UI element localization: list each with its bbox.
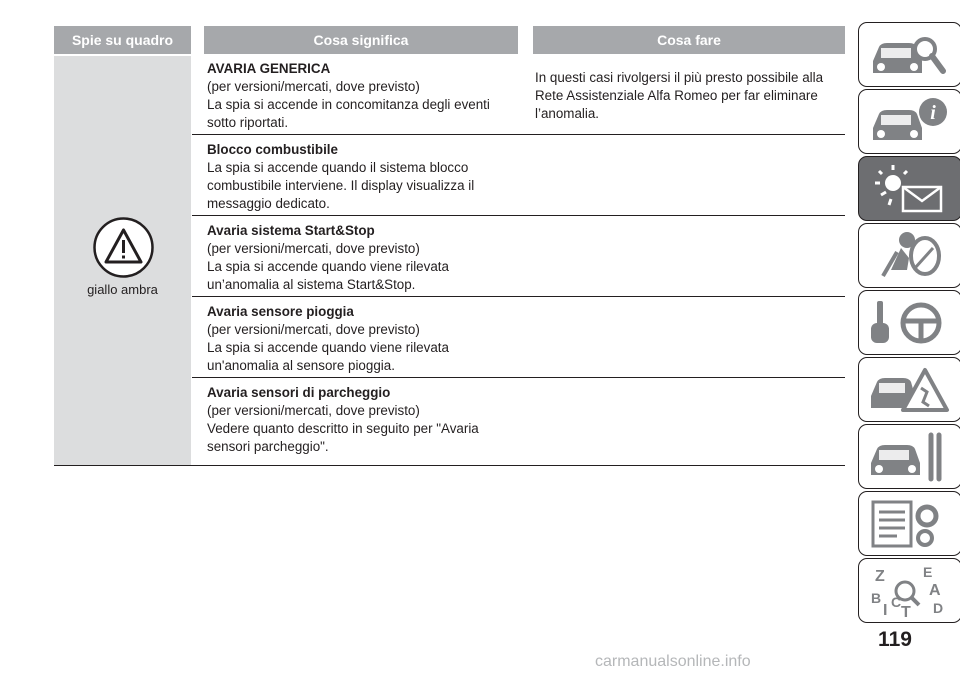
table-row — [207, 303, 523, 375]
row-text: messaggio dedicato. — [207, 196, 330, 211]
row-title: Avaria sensore pioggia — [207, 304, 354, 319]
tab-technical-data[interactable] — [858, 491, 960, 556]
airbag-seat-icon — [867, 228, 951, 284]
tab-maintenance[interactable] — [858, 424, 960, 489]
header-meaning: Cosa significa — [204, 26, 518, 54]
warning-triangle-icon — [93, 217, 154, 278]
svg-text:T: T — [901, 604, 911, 619]
row-text: sensori parcheggio". — [207, 439, 329, 454]
row-text: sotto riportati. — [207, 115, 289, 130]
row-text: La spia si accende quando il sistema blocco — [207, 160, 469, 175]
car-accident-warning-icon — [867, 362, 951, 418]
svg-text:C: C — [891, 594, 902, 610]
page-number: 119 — [878, 628, 912, 651]
tab-warning-lights[interactable] — [858, 156, 960, 221]
index-alphabet-icon — [867, 563, 951, 619]
svg-text:D: D — [933, 600, 944, 616]
svg-text:A: A — [929, 582, 941, 599]
row-divider — [192, 296, 845, 297]
table-bottom-rule — [54, 465, 845, 466]
row-title: Avaria sistema Start&Stop — [207, 223, 375, 238]
tab-emergency[interactable] — [858, 357, 960, 422]
row-text: La spia si accende in concomitanza degli eventi — [207, 97, 490, 112]
row-title: Blocco combustibile — [207, 142, 338, 157]
action-line: In questi casi rivolgersi il più presto possibile alla — [535, 70, 824, 85]
tab-car-search[interactable] — [858, 22, 960, 87]
row-divider — [192, 377, 845, 378]
svg-text:Z: Z — [875, 568, 885, 585]
header-warning-lights: Spie su quadro — [54, 26, 191, 54]
row-text: La spia si accende quando viene rilevata — [207, 340, 449, 355]
tab-index[interactable] — [858, 558, 960, 623]
specifications-gear-icon — [867, 496, 951, 552]
row-text: (per versioni/mercati, dove previsto) — [207, 241, 420, 256]
warning-lamp-cell — [54, 56, 191, 465]
tab-car-info[interactable] — [858, 89, 960, 154]
row-text: (per versioni/mercati, dove previsto) — [207, 403, 420, 418]
row-text: un'anomalia al sensore pioggia. — [207, 358, 395, 373]
table-row — [207, 60, 523, 132]
car-tools-icon — [867, 429, 951, 485]
row-title: AVARIA GENERICA — [207, 61, 331, 76]
row-divider — [192, 134, 845, 135]
row-text: (per versioni/mercati, dove previsto) — [207, 79, 420, 94]
watermark: carmanualsonline.info — [595, 653, 751, 670]
tab-starting-driving[interactable] — [858, 290, 960, 355]
car-info-icon — [867, 94, 951, 150]
row-text: (per versioni/mercati, dove previsto) — [207, 322, 420, 337]
table-row — [207, 141, 523, 213]
car-search-icon — [867, 27, 951, 83]
key-steering-wheel-icon — [867, 295, 951, 351]
action-line: Rete Assistenziale Alfa Romeo per far eliminare — [535, 88, 818, 103]
action-text — [535, 69, 850, 123]
row-title: Avaria sensori di parcheggio — [207, 385, 391, 400]
tab-safety[interactable] — [858, 223, 960, 288]
warning-light-message-icon — [867, 161, 951, 217]
table-row — [207, 384, 523, 456]
svg-text:B: B — [871, 590, 882, 606]
svg-text:I: I — [883, 602, 888, 619]
svg-text:E: E — [923, 564, 933, 580]
row-text: Vedere quanto descritto in seguito per "Avaria — [207, 421, 479, 436]
table-row — [207, 222, 523, 294]
row-text: La spia si accende quando viene rilevata — [207, 259, 449, 274]
row-text: un’anomalia al sistema Start&Stop. — [207, 277, 416, 292]
row-divider — [192, 215, 845, 216]
row-text: combustibile interviene. Il display visualizza il — [207, 178, 475, 193]
lamp-color-label: giallo ambra — [87, 282, 158, 297]
action-line: l’anomalia. — [535, 106, 600, 121]
header-what-to-do: Cosa fare — [533, 26, 845, 54]
svg-text:i: i — [930, 102, 936, 124]
